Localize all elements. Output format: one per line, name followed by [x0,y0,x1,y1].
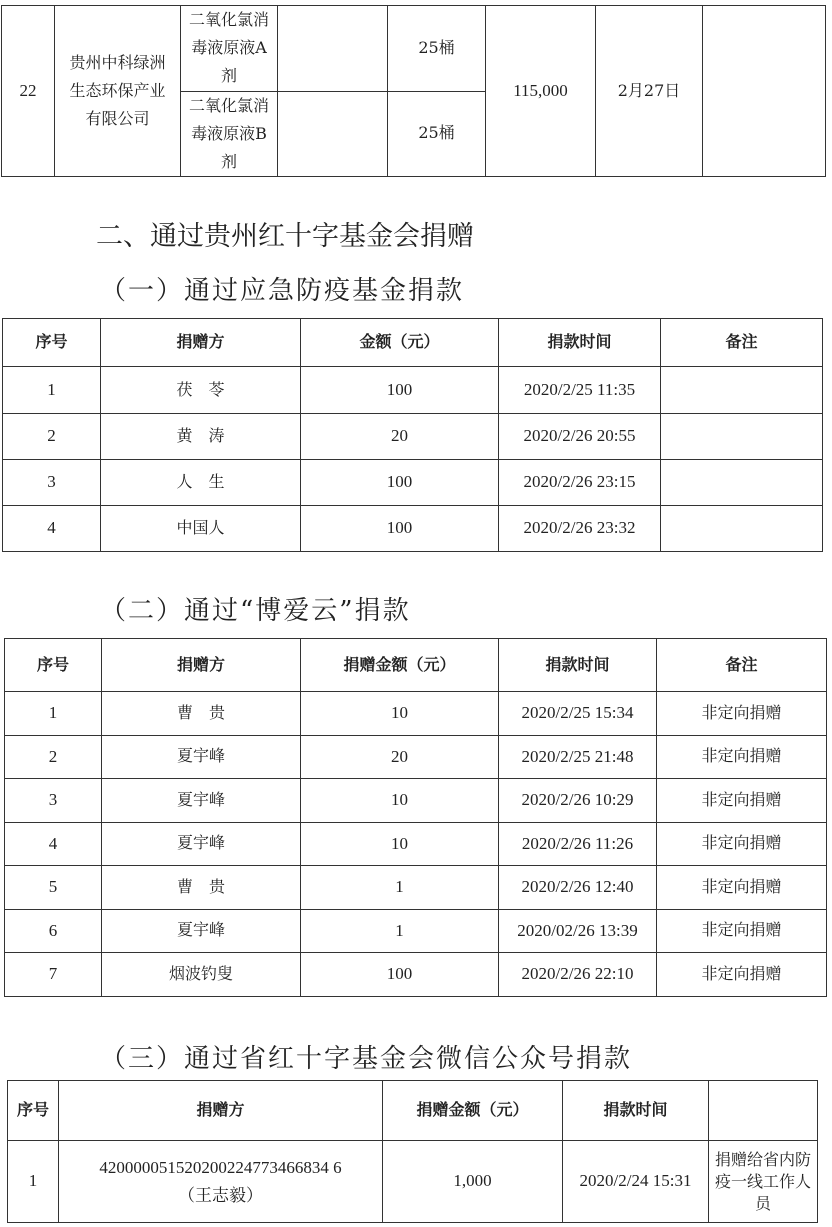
table-row [5,866,827,910]
amount: 1 [301,866,499,910]
donation-time: 2020/2/26 23:32 [499,506,661,552]
note: 非定向捐赠 [657,692,827,736]
note: 非定向捐赠 [657,822,827,866]
table-row [5,909,827,953]
amount: 20 [301,735,499,779]
table-row [3,414,823,460]
subsection-title-2: （二）通过“博爱云”捐款 [100,596,411,626]
amount: 1 [301,909,499,953]
donor-name: 夏宇峰 [102,909,301,953]
header-index: 序号 [8,1081,59,1141]
donor-name: 夏宇峰 [102,735,301,779]
amount: 10 [301,779,499,823]
item-value: 115,000 [486,6,596,177]
amount: 20 [301,414,499,460]
row-index: 22 [2,6,55,177]
header-time: 捐款时间 [499,319,661,367]
donor-company: 贵州中科绿洲生态环保产业有限公司 [55,6,181,177]
empty-cell [278,91,388,177]
amount: 100 [301,953,499,997]
table-row [5,779,827,823]
row-index: 4 [3,506,101,552]
empty-cell [278,6,388,92]
item-name: 二氧化氯消毒液原液B剂 [181,91,278,177]
table-row [5,953,827,997]
item-quantity: 25桶 [388,6,486,92]
donor-name: 人 生 [101,460,301,506]
header-donor: 捐赠方 [101,319,301,367]
header-time: 捐款时间 [499,639,657,692]
donor-name: 烟波钓叟 [102,953,301,997]
donor-name: 夏宇峰 [102,779,301,823]
row-index: 1 [5,692,102,736]
header-note: 备注 [657,639,827,692]
note [661,414,823,460]
note [661,506,823,552]
donor-name: 中国人 [101,506,301,552]
table-row [5,735,827,779]
donation-time: 2020/2/26 20:55 [499,414,661,460]
note [661,367,823,414]
row-index: 5 [5,866,102,910]
header-donor: 捐赠方 [102,639,301,692]
donation-time: 2020/2/26 23:15 [499,460,661,506]
donor-name: 夏宇峰 [102,822,301,866]
table-row [3,460,823,506]
row-index: 2 [3,414,101,460]
header-time: 捐款时间 [563,1081,709,1141]
header-amount: 金额（元） [301,319,499,367]
donation-time: 2020/2/25 11:35 [499,367,661,414]
note: 非定向捐赠 [657,909,827,953]
donor-name: 曹 贵 [102,866,301,910]
row-index: 1 [8,1141,59,1223]
row-index: 1 [3,367,101,414]
header-note: 备注 [661,319,823,367]
wechat-donation-table [7,1080,818,1223]
row-index: 6 [5,909,102,953]
boaiyun-table [4,638,827,997]
subsection-title-3: （三）通过省红十字基金会微信公众号捐款 [100,1044,633,1074]
header-index: 序号 [5,639,102,692]
note: 捐赠给省内防疫一线工作人员 [709,1141,818,1223]
row-index: 2 [5,735,102,779]
donor-name: 420000051520200224773466834 6（王志毅） [59,1141,383,1223]
emergency-fund-table [2,318,823,552]
section-title: 二、通过贵州红十字基金会捐赠 [96,221,474,252]
header-amount: 捐赠金额（元） [301,639,499,692]
note [661,460,823,506]
donor-name: 黄 涛 [101,414,301,460]
row-index: 3 [5,779,102,823]
donation-time: 2020/2/25 15:34 [499,692,657,736]
amount: 100 [301,460,499,506]
note: 非定向捐赠 [657,735,827,779]
note: 非定向捐赠 [657,866,827,910]
amount: 100 [301,506,499,552]
note: 非定向捐赠 [657,953,827,997]
subsection-title-1: （一）通过应急防疫基金捐款 [100,276,465,306]
item-date: 2月27日 [596,6,703,177]
table-row [5,822,827,866]
header-amount: 捐赠金额（元） [383,1081,563,1141]
table-row [5,692,827,736]
header-note [709,1081,818,1141]
note: 非定向捐赠 [657,779,827,823]
donation-items-table [1,5,826,177]
donation-time: 2020/2/25 21:48 [499,735,657,779]
row-index: 4 [5,822,102,866]
row-index: 7 [5,953,102,997]
item-name: 二氧化氯消毒液原液A剂 [181,6,278,92]
row-index: 3 [3,460,101,506]
empty-cell [703,6,826,177]
donor-name: 曹 贵 [102,692,301,736]
donation-time: 2020/2/26 11:26 [499,822,657,866]
donation-time: 2020/2/26 10:29 [499,779,657,823]
table-row [3,367,823,414]
amount: 10 [301,692,499,736]
amount: 10 [301,822,499,866]
donor-name: 茯 苓 [101,367,301,414]
donation-time: 2020/2/24 15:31 [563,1141,709,1223]
donation-time: 2020/2/26 12:40 [499,866,657,910]
header-donor: 捐赠方 [59,1081,383,1141]
donation-time: 2020/2/26 22:10 [499,953,657,997]
table-row [3,506,823,552]
table-row [8,1141,818,1223]
item-quantity: 25桶 [388,91,486,177]
donation-time: 2020/02/26 13:39 [499,909,657,953]
amount: 100 [301,367,499,414]
amount: 1,000 [383,1141,563,1223]
header-index: 序号 [3,319,101,367]
